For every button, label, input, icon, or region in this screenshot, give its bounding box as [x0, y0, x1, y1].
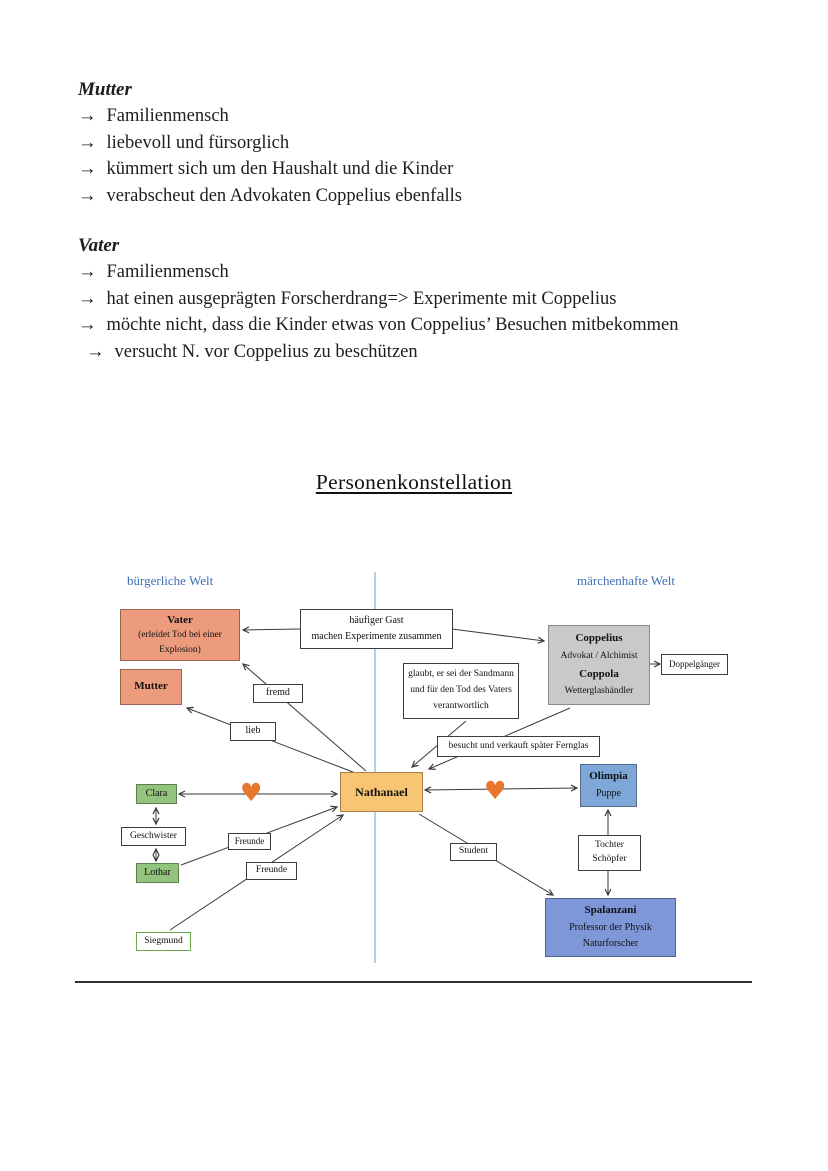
heading-mutter: Mutter	[78, 79, 132, 100]
box-glaubt-line: glaubt, er sei der Sandmann	[408, 669, 514, 680]
box-olimpia-title: Olimpia	[589, 770, 628, 783]
arrow-bullet: →	[78, 262, 97, 282]
box-tochter-schoepfer	[578, 835, 641, 871]
page-title-text: Personenkonstellation	[315, 470, 513, 494]
arrow-bullet: →	[78, 315, 97, 335]
box-siegmund	[136, 932, 191, 951]
arrow-bullet: →	[78, 288, 97, 309]
box-vater	[120, 609, 240, 661]
arrow-bullet: →	[78, 159, 97, 179]
box-student-line: Student	[458, 846, 489, 857]
box-lieb	[230, 722, 276, 741]
box-clara	[136, 784, 177, 804]
note-text: Familienmensch	[106, 262, 229, 282]
box-tochter-line: Tochter	[595, 839, 624, 850]
arrow-bullet: →	[78, 185, 97, 206]
heart-icon-nathanael-olimpia: ♥	[484, 776, 507, 805]
box-vater-line: (erleidet Tod bei einer	[138, 630, 222, 641]
box-freunde-line: Freunde	[255, 865, 288, 876]
box-spalanzani-title: Spalanzani	[584, 904, 637, 917]
box-nathanael	[340, 772, 423, 812]
arrow-nathanael-vater	[243, 664, 366, 771]
note-text: versucht N. vor Coppelius zu beschützen	[114, 341, 418, 362]
box-vater-line: Explosion)	[159, 644, 201, 655]
box-fremd	[253, 684, 303, 703]
box-freunde-1	[228, 833, 271, 850]
box-geschwister-line: Geschwister	[130, 830, 177, 841]
note-text: liebevoll und fürsorglich	[106, 132, 290, 153]
box-coppelius	[548, 625, 650, 705]
box-nathanael-title: Nathanael	[355, 784, 408, 799]
box-clara-line: Clara	[145, 787, 168, 799]
box-freunde-line: Freunde	[234, 836, 265, 847]
box-olimpia	[580, 764, 637, 807]
arrow-gast-coppelius	[452, 629, 544, 641]
box-spalanzani	[545, 898, 676, 957]
box-olimpia-line: Puppe	[596, 788, 621, 800]
label-maerchenhafte-welt: märchenhafte Welt	[577, 573, 675, 588]
box-lieb-line: lieb	[245, 725, 261, 737]
box-vater-title: Vater	[167, 613, 193, 626]
box-geschwister	[121, 827, 186, 846]
box-lothar	[136, 863, 179, 883]
arrow-bullet: →	[78, 106, 97, 126]
box-mutter	[120, 669, 182, 705]
note-text: verabscheut den Advokaten Coppelius ebenfalls	[106, 185, 463, 206]
note-text: kümmert sich um den Haushalt und die Kinder	[106, 159, 454, 179]
box-glaubt-line: und für den Tod des Vaters	[410, 685, 512, 696]
box-coppola-title: Coppola	[579, 667, 619, 680]
box-student	[450, 843, 497, 861]
box-glaubt	[403, 663, 519, 719]
box-haeufiger-gast-line: machen Experimente zusammen	[311, 630, 442, 642]
box-coppelius-line: Advokat / Alchimist	[560, 650, 638, 661]
heading-vater: Vater	[78, 235, 120, 256]
box-freunde-2	[246, 862, 297, 880]
label-buergerliche-welt: bürgerliche Welt	[127, 573, 214, 588]
arrow-bullet: →	[78, 132, 97, 153]
box-haeufiger-gast-line: häufiger Gast	[349, 614, 404, 626]
heart-icon-clara-nathanael: ♥	[240, 778, 263, 807]
box-spalanzani-line: Naturforscher	[582, 938, 639, 950]
arrow-nathanael-mutter	[187, 708, 358, 774]
box-besucht	[437, 736, 600, 757]
note-text: hat einen ausgeprägten Forscherdrang=> Experimente mit Coppelius	[106, 288, 617, 309]
box-doppelgaenger	[661, 654, 728, 675]
box-spalanzani-line: Professor der Physik	[569, 922, 652, 933]
box-haeufiger-gast	[300, 609, 453, 649]
note-text: Familienmensch	[106, 106, 229, 126]
note-text: möchte nicht, dass die Kinder etwas von Coppelius’ Besuchen mitbekommen	[106, 315, 679, 335]
box-siegmund-line: Siegmund	[144, 935, 183, 946]
box-glaubt-line: verantwortlich	[433, 701, 489, 712]
box-mutter-title: Mutter	[134, 680, 168, 693]
box-doppelgaenger-line: Doppelgänger	[669, 659, 720, 670]
box-coppelius-title: Coppelius	[575, 632, 623, 645]
box-coppelius-line: Wetterglashändler	[564, 686, 634, 697]
arrow-gast-vater	[243, 629, 300, 630]
box-lothar-line: Lothar	[144, 866, 171, 878]
box-besucht-line: besucht und verkauft später Fernglas	[448, 740, 589, 751]
box-fremd-line: fremd	[266, 687, 290, 699]
arrow-bullet: →	[86, 341, 105, 362]
box-schoepfer-line: Schöpfer	[592, 854, 627, 865]
